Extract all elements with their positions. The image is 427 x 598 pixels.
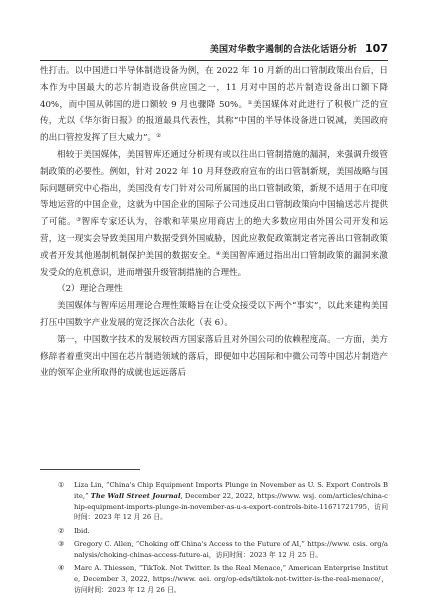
paragraph-2 (40, 147, 388, 281)
footnote-3 (40, 539, 388, 561)
footnote-1 (40, 480, 388, 523)
footnotes (40, 469, 388, 598)
paragraph-text: 智库专家还认为，谷歌和苹果应用商店上的绝大多数应用由外国公司开发和运营，这一现实会导致美国用户数据受到外国威胁，因此应教促政策制定者完善出口管制政策或者开发其他遏制机制保护美国的数据安全。 (40, 217, 388, 261)
footnote-text[interactable]: Marc A. Thiessen, “TikTok. Not Twitter. Is the Real Menace,” American Enterprise Institute, December 3, 2022, https://www. aei. org/op-eds/tiktok-not-twitter-is-the-real-menace/，访问时间：2023 年 12 月 26 日。 (74, 564, 388, 594)
paragraph-1 (40, 63, 388, 147)
footnote-ref-2[interactable]: ② (156, 133, 162, 140)
running-header (40, 42, 388, 61)
section-heading: （2）理论合理性 (57, 284, 123, 295)
paragraph-text: 美国媒体对此进行了积极广泛的宣传，尤以《华尔街日报》的报道最具代表性，其称“中国的半导体设备进口锐减，美国政府的出口管控发挥了巨大威力”。 (40, 99, 388, 144)
footnote-mark: ① (58, 481, 65, 489)
paragraph-4: 第一，中国数字技术的发展较西方国家落后且对外国公司的依赖程度高。一方面，美方修辞者着重突出中国在芯片制造领域的落后，即便如中芯国际和中微公司等中国芯片制造产业的领军企业所取得的成就也远远落后 (40, 334, 388, 379)
footnote-ref-1[interactable]: ① (247, 99, 253, 106)
footnote-mark: ④ (58, 564, 65, 573)
footnote-text[interactable]: , December 22, 2022, https://www. wsj. com/articles/china-chip-equipment-imports-plunge-in-november-as-u-s-export-controls-bite-11671721795，访问时间：2023 年 12 月 26 日。 (74, 491, 388, 522)
footnote-text: Ibid. (74, 526, 90, 535)
footnote-mark: ③ (58, 540, 65, 549)
footnote-mark: ② (58, 526, 65, 535)
footnote-text[interactable]: Gregory C. Allen, “Choking off China's Access to the Future of AI,” https://www. csis. org/analysis/choking-chinas-access-future-ai，访问时间：2023 年 12 月 25 日。 (74, 540, 388, 559)
paragraph-text: 相较于美国媒体，美国智库还通过分析现有或以往出口管制措施的漏洞，来强调升级管制政策的必要性。例如，针对 2022 年 10 月拜登政府宣布的出口管制新规，美国战略与国际问题研究中心指出，美国没有专门针对公司所属国的出口管制政策，新规不适用于在印度等地运营的中国企业，这就为中国企业的国际子公司违反出口管制政策向中国输送芯片提供了可能。 (40, 149, 388, 228)
footnote-journal: The Wall Street Journal (90, 491, 181, 500)
footnote-divider (40, 469, 140, 470)
paragraph-3: 美国媒体与智库运用理论合理性策略旨在让受众接受以下两个“事实”，以此来建构美国打压中国数字产业发展的宽泛探次合法化（表 6）。 (40, 301, 388, 328)
page-number: 107 (365, 42, 388, 55)
footnote-ref-4[interactable]: ④ (215, 250, 222, 257)
paragraph-text: 美国智库通过指出出口管制政策的漏洞来激发受众的危机意识，进而增强升级管制措施的合理性。 (40, 250, 388, 278)
footnote-ref-3[interactable]: ③ (76, 217, 82, 224)
paragraph-text: 性打击。以中国进口半导体制造设备为例，在 2022 年 10 月新的出口管制政策出台后，日本作为中国最大的芯片制造设备供应国之一，11 月对中国的芯片制造设备出口额下降 40%，而中国从韩国的进口额较 9 月也骤降 50%。 (40, 66, 388, 110)
footnote-4 (40, 563, 388, 595)
running-title: 美国对华数字遏制的合法化话语分析 (209, 45, 358, 55)
footnote-2 (40, 526, 388, 537)
body-text (40, 63, 388, 382)
footnote-text: Liza Lin, “China's Chip Equipment Imports Plunge in November as U. S. Export Controls Bite,” (74, 481, 388, 500)
